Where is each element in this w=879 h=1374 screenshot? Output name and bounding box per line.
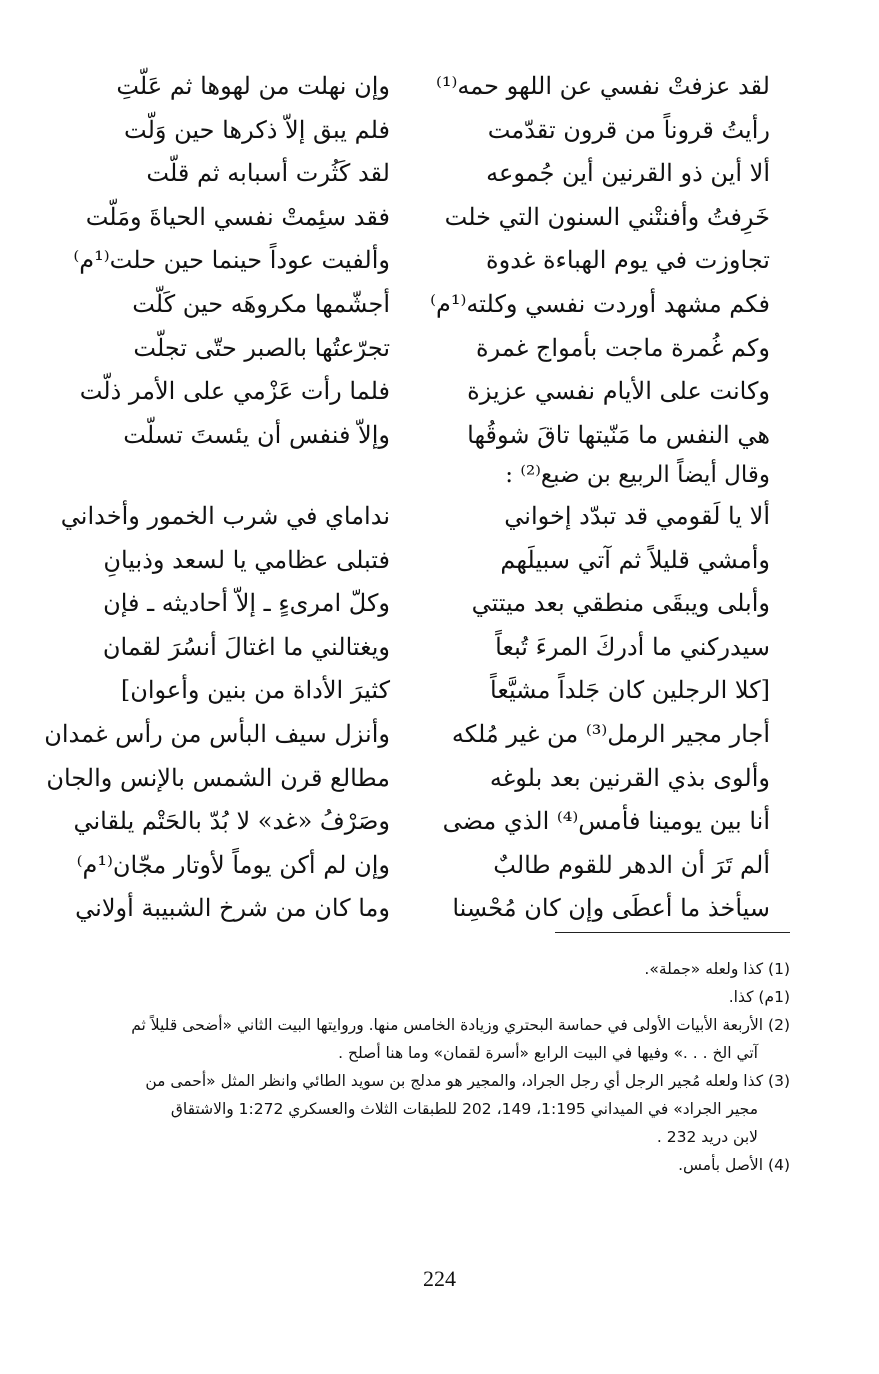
verse-hemistich: وإلاّ فنفس أن يئستَ تسلّت bbox=[123, 420, 390, 449]
footnote-line: (1م) كذا. bbox=[728, 988, 790, 1006]
verse-hemistich: ألا يا لَقومي قد تبدّد إخواني bbox=[504, 502, 770, 530]
verse-hemistich: لقد كَثُرت أسبابه ثم قلّت bbox=[146, 159, 390, 188]
verse-hemistich: أنا بين يومينا فأمس⁽⁴⁾ الذي مضى bbox=[442, 807, 770, 836]
poem-block-2-left-hemistichs bbox=[45, 495, 390, 931]
verse-hemistich: وإن لم أكن يوماً لأوتار مجّان⁽¹م⁾ bbox=[76, 850, 390, 879]
verse-hemistich: وكلّ امرىءٍ ـ إلاّ أحاديثه ـ فإن bbox=[103, 589, 390, 618]
verse-hemistich: ألا أين ذو القرنين أين جُموعه bbox=[486, 159, 770, 188]
verse-hemistich: وما كان من شرخ الشبيبة أولاني bbox=[75, 894, 390, 923]
footnote-line: لابن دريد 232 . bbox=[656, 1128, 758, 1146]
footnote-divider bbox=[555, 932, 790, 933]
verse-hemistich: وألوى بذي القرنين بعد بلوغه bbox=[489, 763, 770, 792]
footnote-line: (4) الأصل بأمس. bbox=[678, 1156, 790, 1174]
verse-hemistich: أجار مجير الرمل⁽³⁾ من غير مُلكه bbox=[451, 719, 770, 748]
verse-hemistich: أجشّمها مكروهَه حين كَلّت bbox=[132, 289, 390, 318]
page-number: 224 bbox=[423, 1266, 456, 1291]
poem-block-2-right-hemistichs bbox=[425, 495, 770, 931]
verse-hemistich: فتبلى عظامي يا لسعد وذبيانِ bbox=[103, 545, 390, 574]
verse-hemistich: هي النفس ما مَنّيتها تاقَ شوقُها bbox=[467, 420, 770, 449]
verse-hemistich: فلما رأت عَزْمي على الأمر ذلّت bbox=[79, 377, 390, 406]
footnotes bbox=[45, 955, 790, 1179]
verse-hemistich: وكانت على الأيام نفسي عزيزة bbox=[467, 377, 770, 406]
verse-hemistich: وأبلى ويبقَى منطقي بعد ميتتي bbox=[471, 589, 770, 618]
verse-hemistich: وألفيت عوداً حينما حين حلت⁽¹م⁾ bbox=[73, 246, 390, 275]
verse-hemistich: وإن نهلت من لهوها ثم عَلّتِ bbox=[116, 72, 390, 100]
verse-hemistich: فلم يبق إلاّ ذكرها حين وَلّت bbox=[124, 115, 390, 144]
footnote-line: (1) كذا ولعله «جملة». bbox=[644, 960, 790, 978]
verse-hemistich: ألم تَرَ أن الدهر للقوم طالبٌ bbox=[493, 850, 770, 879]
intro-line: وقال أيضاً الربيع بن ضبع⁽²⁾ : bbox=[505, 462, 770, 488]
verse-hemistich: نداماي في شرب الخمور وأخداني bbox=[60, 502, 390, 530]
verse-hemistich: كثيرَ الأداة من بنين وأعوان] bbox=[120, 676, 390, 705]
footnote-line: (3) كذا ولعله مُجير الرجل أي رجل الجراد، والمجير هو مدلج بن سويد الطائي وانظر المثل «أحمى من bbox=[145, 1072, 790, 1090]
verse-hemistich: تجاوزت في يوم الهباءة غدوة bbox=[486, 246, 770, 275]
verse-hemistich: لقد عزفتْ نفسي عن اللهو حمه⁽¹⁾ bbox=[435, 72, 770, 100]
poem-block-1-left-hemistichs bbox=[45, 65, 390, 457]
verse-hemistich: وكم غُمرة ماجت بأمواج غمرة bbox=[476, 333, 770, 362]
verse-hemistich: فقد سئِمتْ نفسي الحياةَ ومَلّت bbox=[85, 202, 390, 231]
verse-hemistich: سيأخذ ما أعطَى وإن كان مُحْسِنا bbox=[452, 894, 770, 923]
verse-hemistich: وأمشي قليلاً ثم آتي سبيلَهم bbox=[500, 545, 770, 574]
verse-hemistich: وأنزل سيف البأس من رأس غمدان bbox=[44, 719, 390, 748]
verse-hemistich: وصَرْفُ «غد» لا بُدّ بالحَتْم يلقاني bbox=[73, 807, 390, 836]
poem-block-1-right-hemistichs bbox=[425, 65, 770, 457]
footnote-line: مجير الجراد» في الميداني 1:195، 149، 202 للطبقات الثلاث والعسكري 1:272 والاشتقاق bbox=[170, 1100, 758, 1118]
verse-hemistich: تجرّعتُها بالصبر حتّى تجلّت bbox=[133, 333, 390, 362]
verse-hemistich: سيدركني ما أدركَ المرءَ تُبعاً bbox=[495, 632, 770, 661]
verse-hemistich: رأيتُ قروناً من قرون تقدّمت bbox=[487, 115, 770, 144]
footnote-line: آتي الخ . . .» وفيها في البيت الرابع «أسرة لقمان» وما هنا أصلح . bbox=[338, 1044, 758, 1062]
verse-hemistich: فكم مشهد أوردت نفسي وكلته⁽¹م⁾ bbox=[430, 289, 770, 318]
verse-hemistich: [كلا الرجلين كان جَلداً مشيَّعاً bbox=[490, 676, 770, 705]
verse-hemistich: مطالع قرن الشمس بالإنس والجان bbox=[46, 763, 390, 792]
footnote-line: (2) الأربعة الأبيات الأولى في حماسة البحتري وزيادة الخامس منها. وروايتها البيت الثاني «أضحى قليلاً ثم bbox=[131, 1016, 790, 1034]
verse-hemistich: ويغتالني ما اغتالَ أنسُرَ لقمان bbox=[102, 632, 390, 661]
verse-hemistich: خَرِفتُ وأفنتْني السنون التي خلت bbox=[444, 202, 770, 231]
